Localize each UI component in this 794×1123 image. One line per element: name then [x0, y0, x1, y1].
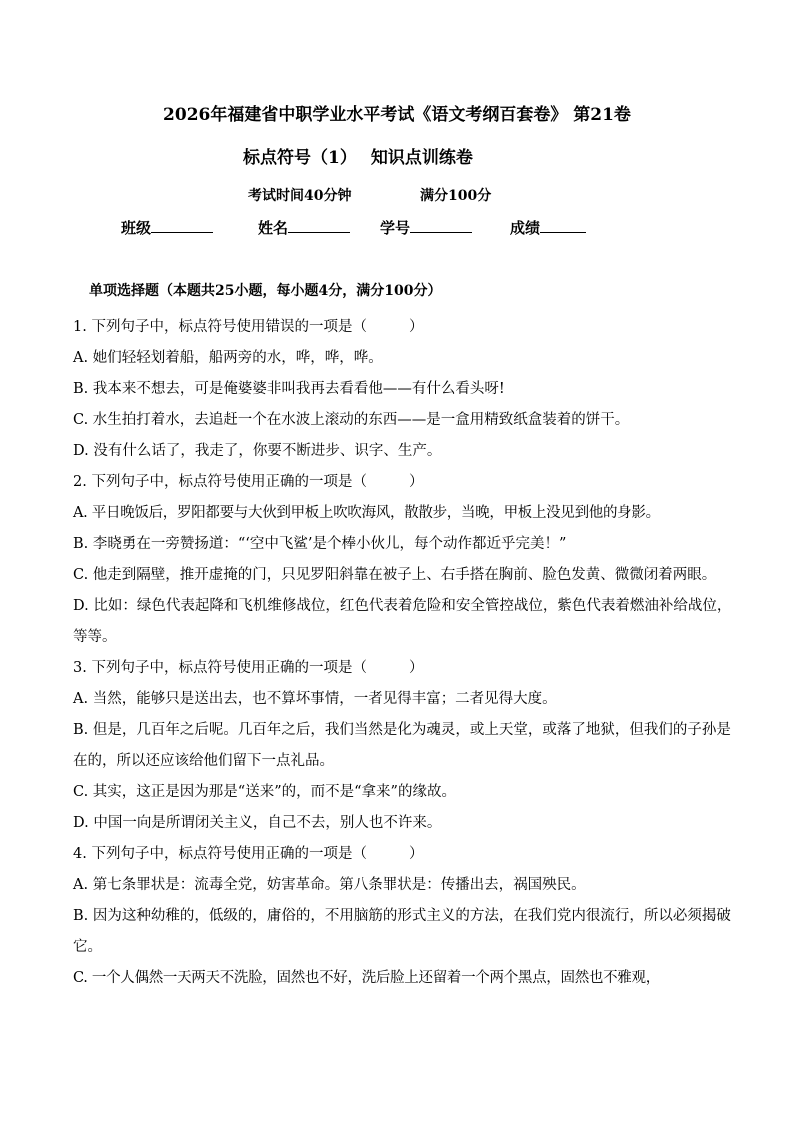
section-heading: 单项选择题（本题共25小题，每小题4分，满分100分） — [89, 283, 442, 299]
option-a[interactable]: A. 第七条罪状是：流毒全党，妨害革命。第八条罪状是：传播出去，祸国殃民。 — [73, 877, 586, 893]
question-stem: 4. 下列句子中，标点符号使用正确的一项是（ ） — [73, 846, 424, 862]
option-d[interactable]: D. 比如：绿色代表起降和飞机维修战位，红色代表着危险和安全管控战位，紫色代表着燃油补给战位，等等。 — [73, 598, 732, 645]
option-d[interactable]: D. 中国一向是所谓闭关主义，自己不去，别人也不许来。 — [73, 815, 442, 831]
page-subtitle — [243, 146, 473, 170]
option-a[interactable]: A. 平日晚饭后，罗阳都要与大伙到甲板上吹吹海风，散散步，当晚，甲板上没见到他的身影。 — [73, 505, 660, 521]
option-c[interactable]: C. 他走到隔壁，推开虚掩的门，只见罗阳斜靠在被子上、右手搭在胸前、脸色发黄、微微闭着两眼。 — [73, 567, 717, 583]
option-c[interactable]: C. 一个人偶然一天两天不洗脸，固然也不好，洗后脸上还留着一个两个黑点，固然也不雅观， — [73, 970, 660, 986]
option-a[interactable]: A. 她们轻轻划着船，船两旁的水，哗，哗，哗。 — [73, 350, 383, 366]
full-score: 满分100分 — [420, 188, 492, 204]
option-b[interactable]: B. 我本来不想去，可是俺婆婆非叫我再去看看他——有什么看头呀! — [73, 381, 505, 397]
exam-time: 考试时间40分钟 — [248, 188, 352, 204]
option-b[interactable]: B. 李晓勇在一旁赞扬道：“‘空中飞鲨’是个棒小伙儿，每个动作都近乎完美！” — [73, 536, 567, 552]
name-field[interactable] — [258, 216, 350, 239]
score-label: 成绩 — [510, 219, 541, 237]
class-label: 班级 — [121, 219, 152, 237]
student-id-label: 学号 — [380, 219, 411, 237]
subtitle-topic: 标点符号（1） — [243, 148, 357, 168]
question-stem: 2. 下列句子中，标点符号使用正确的一项是（ ） — [73, 474, 424, 490]
student-id-field[interactable] — [380, 216, 472, 239]
question-stem: 3. 下列句子中，标点符号使用正确的一项是（ ） — [73, 660, 424, 676]
name-blank[interactable] — [288, 216, 350, 233]
question-stem: 1. 下列句子中，标点符号使用错误的一项是（ ） — [73, 319, 424, 335]
class-field[interactable] — [121, 216, 213, 239]
score-field[interactable] — [510, 216, 586, 239]
option-a[interactable]: A. 当然，能够只是送出去，也不算坏事情，一者见得丰富；二者见得大度。 — [73, 691, 557, 707]
page-title: 2026年福建省中职学业水平考试《语文考纲百套卷》 第21卷 — [163, 105, 631, 125]
subtitle-type: 知识点训练卷 — [370, 148, 473, 168]
option-b[interactable]: B. 因为这种幼稚的，低级的，庸俗的，不用脑筋的形式主义的方法，在我们党内很流行，所以必须揭破它。 — [73, 908, 731, 955]
name-label: 姓名 — [258, 219, 289, 237]
student-id-blank[interactable] — [410, 216, 472, 233]
option-c[interactable]: C. 其实，这正是因为那是“送来”的，而不是“拿来”的缘故。 — [73, 784, 456, 800]
option-c[interactable]: C. 水生拍打着水，去追赶一个在水波上滚动的东西——是一盒用精致纸盒装着的饼干。 — [73, 412, 630, 428]
option-d[interactable]: D. 没有什么话了，我走了，你要不断进步、识字、生产。 — [73, 443, 442, 459]
class-blank[interactable] — [151, 216, 213, 233]
score-blank[interactable] — [540, 216, 586, 233]
option-b[interactable]: B. 但是，几百年之后呢。几百年之后，我们当然是化为魂灵，或上天堂，或落了地狱，但我们的子孙是在的，所以还应该给他们留下一点礼品。 — [73, 722, 731, 769]
question-list — [73, 312, 733, 994]
